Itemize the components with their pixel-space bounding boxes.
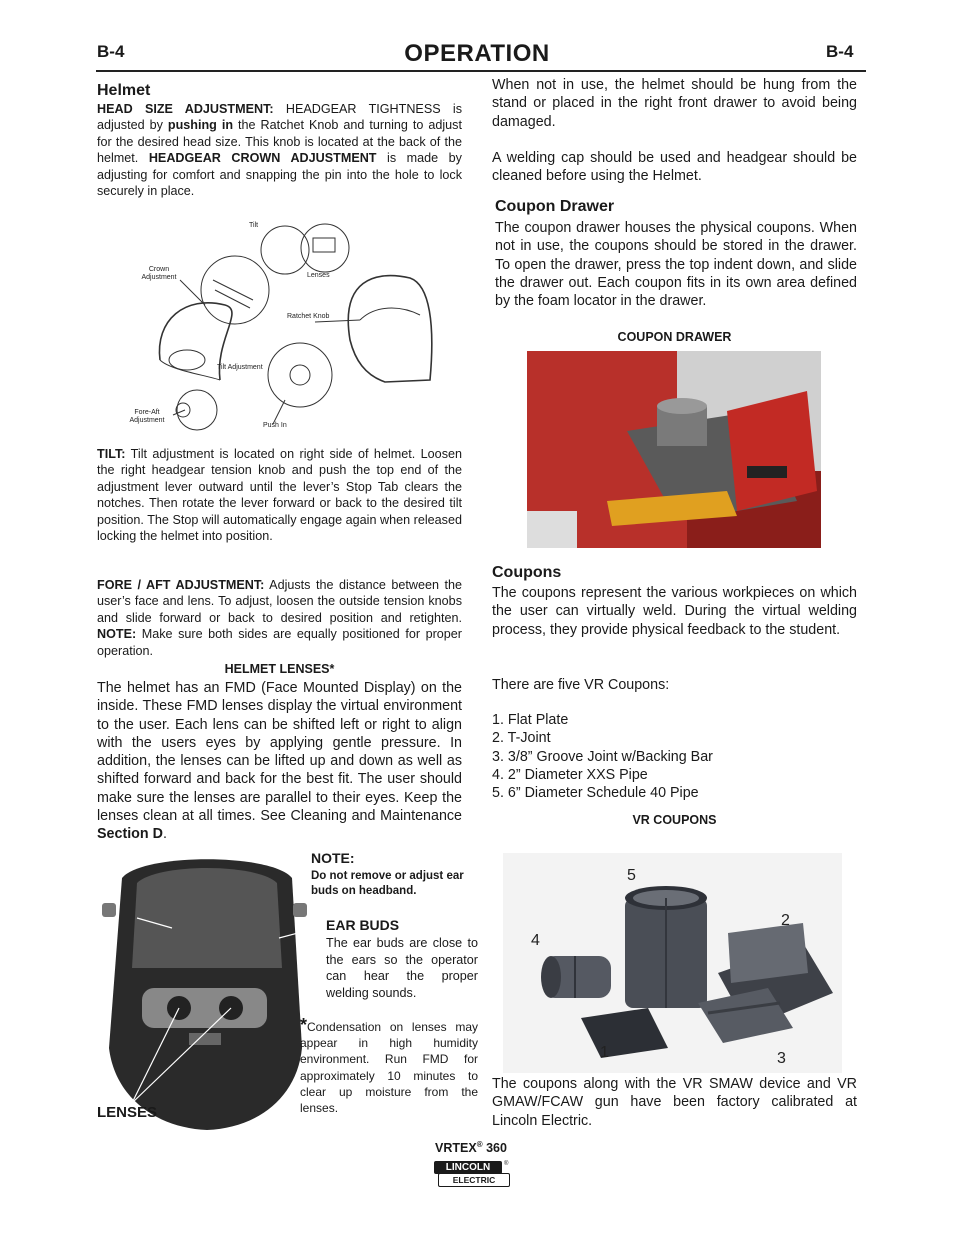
coupon-number-5: 5 [627, 867, 636, 884]
photo-note-text: Do not remove or adjust ear buds on headband. [311, 870, 464, 897]
page-title: OPERATION [404, 40, 550, 67]
ear-buds-text: The ear buds are close to the ears so the operator can hear the proper welding sounds. [326, 936, 478, 1000]
helmet-interior-photo [97, 848, 312, 1130]
calibrated-text: The coupons along with the VR SMAW device and VR GMAW/FCAW gun have been factory calibrated at Lincoln Electric. [492, 1076, 857, 1129]
list-item: 5. 6” Diameter Schedule 40 Pipe [492, 785, 699, 802]
header-rule [96, 70, 866, 72]
head-size-text: HEADGEAR TIGHTNESS is adjusted by [97, 102, 462, 133]
period: . [162, 826, 167, 843]
vr-coupons-photo [503, 853, 842, 1073]
pushing-in-text: pushing in [167, 118, 234, 133]
vr-coupons-caption: VR COUPONS [632, 813, 717, 827]
coupon-drawer-svg [527, 351, 821, 548]
coupons-text: The coupons represent the various workpieces on which the user can virtually weld. During the virtual welding process, they provide physical feedback to the student. [492, 585, 857, 638]
section-reference: Section D [97, 826, 163, 843]
five-coupons-text: There are five VR Coupons: [492, 677, 670, 693]
coupons-heading: Coupons [492, 564, 562, 581]
head-size-paragraph [97, 101, 462, 199]
coupon-drawer-caption: COUPON DRAWER [617, 330, 732, 344]
helmet-diagram-svg [125, 210, 445, 440]
coupon-number-1: 1 [600, 1044, 609, 1061]
head-size-label: HEAD SIZE ADJUSTMENT: [97, 102, 274, 116]
coupon-drawer-text: The coupon drawer houses the physical coupons. When not in use, the coupons should be stored in the drawer. To open the drawer, press the top indent down, and slide the drawer out. Each coupon fits in its own area defined by the foam locator in the drawer. [495, 220, 857, 310]
page-number-left: B-4 [97, 42, 125, 61]
model-number: 360 [482, 1141, 507, 1156]
ear-buds-heading: EAR BUDS [326, 917, 400, 933]
helmet-heading: Helmet [97, 82, 151, 99]
page-number-right: B-4 [826, 42, 854, 61]
coupon-drawer-heading: Coupon Drawer [495, 198, 615, 215]
registered-mark: ® [476, 1140, 483, 1149]
fore-aft-text: Adjusts the distance between the user’s face and lens. To adjust, loosen the outside tension knobs and slide forward or back to desired position and retighten. [97, 578, 462, 625]
helmet-lenses-text: The helmet has an FMD (Face Mounted Display) on the inside. These FMD lenses display the virtual environment to the user. Each lens can be shifted left or right to align with the users eyes by applying gentle pressure. In addition, the lenses can be lifted up and down as well as shifted forward and back for the best fit. The user should make sure the lenses are parallel to their eyes. Keep the lenses clean at all times. See Cleaning and Maintenance [97, 680, 462, 825]
model-name: VRTEX [435, 1141, 477, 1156]
welding-cap-text: A welding cap should be used and headgear should be cleaned before using the Helmet. [492, 150, 857, 185]
crown-label: HEADGEAR CROWN ADJUSTMENT [148, 151, 377, 166]
lincoln-electric-logo [434, 1161, 510, 1187]
tilt-label: TILT: [97, 447, 126, 461]
list-item: 2. T-Joint [492, 730, 551, 747]
asterisk: * [300, 1015, 308, 1035]
logo-registered: ® [504, 1161, 509, 1167]
list-item: 3. 3/8” Groove Joint w/Backing Bar [492, 748, 713, 765]
head-size-text-2: the Ratchet Knob and turning to adjust for the desired head size. This knob is located at the back of the helmet. [97, 118, 462, 166]
diagram-label-tilt-adjustment: Tilt Adjustment [217, 364, 263, 371]
helmet-adjustment-diagram [125, 210, 445, 440]
tilt-paragraph [97, 446, 462, 544]
helmet-storage-text: When not in use, the helmet should be hung from the stand or placed in the right front drawer to avoid being damaged. [492, 77, 857, 130]
footer-model [435, 1140, 525, 1155]
list-item: 4. 2” Diameter XXS Pipe [492, 766, 648, 783]
note-label: NOTE: [97, 627, 137, 642]
diagram-label-lenses: Lenses [307, 272, 330, 279]
diagram-label-tilt: Tilt [249, 222, 259, 229]
coupon-number-3: 3 [777, 1050, 786, 1067]
condensation-note [300, 1017, 478, 1116]
diagram-label-crown: Crown Adjustment [141, 266, 177, 281]
fore-aft-paragraph [97, 577, 462, 659]
lenses-label: LENSES [97, 1104, 158, 1121]
coupon-number-4: 4 [531, 932, 540, 949]
vr-coupons-svg [503, 853, 842, 1073]
coupon-list [492, 711, 857, 802]
condensation-text: Condensation on lenses may appear in high humidity environment. Run FMD for approximately 10 minutes to clear up moisture from the lenses. [300, 1020, 478, 1116]
logo-bottom: ELECTRIC [438, 1173, 510, 1187]
coupon-number-2: 2 [781, 912, 790, 929]
helmet-lenses-paragraph [97, 679, 462, 844]
photo-note-heading: NOTE: [311, 850, 355, 866]
helmet-photo-svg [97, 848, 312, 1130]
crown-text: is made by adjusting for comfort and snapping the pin into the hole to lock securely in place. [97, 151, 462, 199]
fore-aft-note: Make sure both sides are equally positioned for proper operation. [97, 627, 462, 658]
list-item: 1. Flat Plate [492, 712, 569, 728]
logo-top: LINCOLN [434, 1161, 502, 1174]
diagram-label-push-in: Push In [263, 422, 287, 429]
diagram-label-fore-aft: Fore-Aft Adjustment [129, 409, 165, 424]
tilt-text: Tilt adjustment is located on right side of helmet. Loosen the right headgear tension knob and push the top end of the adjustment lever outward until the lever’s Stop Tab clears the notches. Then rotate the lever forward or back to the desired tilt position. The Stop will automatically engage again when released locking the helmet into position. [97, 447, 462, 544]
coupon-drawer-photo [527, 351, 821, 548]
fore-aft-label: FORE / AFT ADJUSTMENT: [97, 578, 265, 592]
helmet-lenses-heading: HELMET LENSES* [224, 662, 335, 676]
diagram-label-ratchet: Ratchet Knob [287, 313, 330, 320]
